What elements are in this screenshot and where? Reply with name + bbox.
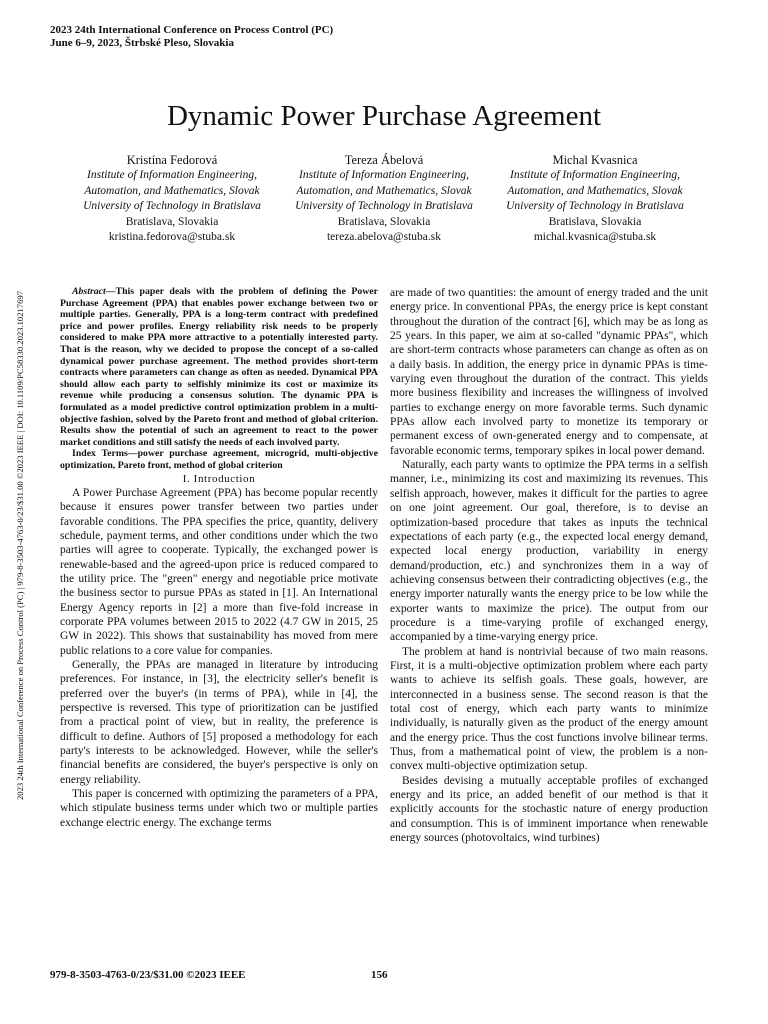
- author-block: [483, 153, 707, 245]
- paragraph: A Power Purchase Agreement (PPA) has become popular recently because it ensures power transfer between two parties under favorable conditions. The PPA specifies the price, quantity, delivery schedule, payment terms, and other conditions under which the two parties will agree to cooperate. Typically, the exchanged power is renewable-based and the agreed-upon price is reduced compared to the utility price. The "green" energy and negotiable price motivate the business sector to pursue PPAs as stated in [1]. An International Energy Agency reports in [2] a more than five-fold increase in corporate PPA volumes between 2015 to 2022 (4.7 GW in 2015, 25 GW in 2022). This shows that sustainability has moved from mere public relations to a core value for companies.: [60, 486, 378, 657]
- author-affiliation: Automation, and Mathematics, Slovak: [296, 184, 472, 197]
- left-column: [60, 286, 378, 830]
- section-heading: I. Introduction: [182, 472, 256, 485]
- abstract-label: Abstract: [72, 286, 106, 297]
- author-affiliation: University of Technology in Bratislava: [506, 200, 684, 213]
- author-affiliation: Institute of Information Engineering,: [510, 169, 680, 182]
- paragraph: Besides devising a mutually acceptable profiles of exchanged energy and its price, an added benefit of our method is that it explicitly accounts for the stochastic nature of energy production and consumption. This is of imminent importance when renewable energy sources (photovoltaics, wind turbines): [390, 774, 708, 845]
- paragraph: Naturally, each party wants to optimize the PPA terms in a selfish manner, i.e., minimizing its cost and maximizing its revenues. This selfish approach, however, makes it difficult for the parties to agree on one joint agreement. Our goal, therefore, is to devise an optimization-based procedure that takes as inputs the technical expectations of each party (e.g., the expected local energy demand, expected local energy production, variability in energy demand/production, etc.) and synchronizes them in a way of achieving consensus between their contradicting objectives (e.g., the energy importer naturally wants the energy price to be low while the exporter wants to maximize the price). The output from our procedure is a time-varying profile of exchanged energy, accompanied by a time-varying energy price.: [390, 459, 708, 644]
- right-column: [390, 286, 708, 845]
- paragraph: are made of two quantities: the amount of energy traded and the unit energy price. In conventional PPAs, the energy price is kept constant throughout the duration of the contract [6], which may be as long as 25 years. In this paper, we aim at so-called "dynamic PPAs", which are short-term contracts whose parameters can change as often as on a daily basis. In addition, the energy price in dynamic PPAs is time-varying even throughout the duration of the contract. This yields more business flexibility and increases the willingness of involved parties to exchange energy on more favorable terms. Such dynamic PPAs allow each involved party to monetize its temporary or permanent excess of own-generated energy and to compensate, at favorable economic terms, temporary spikes in local power demand.: [390, 287, 708, 457]
- author-email: tereza.abelova@stuba.sk: [326, 231, 442, 244]
- author-email: kristina.fedorova@stuba.sk: [108, 231, 236, 244]
- author-name: Michal Kvasnica: [552, 153, 638, 167]
- author-affiliation: Institute of Information Engineering,: [299, 169, 469, 182]
- author-name: Tereza Ábelová: [344, 153, 424, 167]
- doi-sidebar: 2023 24th International Conference on Process Control (PC) | 979-8-3503-4763-0/23/$31.00 ©2023 IEEE | DOI: 10.1109/PC58330.2023.10217697: [15, 291, 25, 800]
- author-affiliation: Institute of Information Engineering,: [87, 169, 257, 182]
- abstract: [60, 286, 378, 448]
- author-block: [60, 153, 284, 245]
- abstract-text: —This paper deals with the problem of defining the Power Purchase Agreement (PPA) that enables power exchange between two or multiple parties. Generally, PPA is a long-term contract with predefined price and power profiles. Energy reliability risk needs to be properly considered to make PPA more attractive to a potentially interested party. That is the reason, why we decided to propose the concept of a so-called dynamical power purchase agreement. The method provides short-term contracts where parameters can change as often as needed. Dynamical PPA should allow each party to selfishly minimize its cost or maximize its revenue while producing a consensus solution. The dynamic PPA is formulated as a model predictive control optimization problem in a multi-objective fashion, solved by the Pareto front and method of global criterion. Results show the potential of such an agreement to react to the power market conditions and still satisfy the needs of each involved party.: [60, 286, 378, 448]
- paragraph: Generally, the PPAs are managed in literature by introducing preferences. For instance, in [3], the electricity seller's benefit is preferred over the buyer's (in terms of PPA), while in [4], the perspective is reversed. This type of prioritization can be justified from a practical point of view, but in reality, the preference is difficult to define. Authors of [5] proposed a methodology for each party's interests to be acknowledged. However, while the seller's financial benefits are considered, the buyer's perspective is only on energy reliability.: [60, 658, 378, 786]
- paper-title: Dynamic Power Purchase Agreement: [166, 100, 602, 132]
- conference-header: [50, 24, 333, 50]
- index-terms-label: Index Terms: [72, 448, 128, 460]
- author-name: Kristína Fedorová: [126, 153, 218, 167]
- index-terms: [60, 448, 378, 471]
- index-terms-text: —power purchase agreement, microgrid, multi-objective optimization, Pareto front, method of global criterion: [60, 448, 378, 471]
- author-block: [272, 153, 496, 245]
- author-city: Bratislava, Slovakia: [548, 215, 642, 228]
- page-number: 156: [371, 969, 388, 981]
- paragraph: This paper is concerned with optimizing the parameters of a PPA, which stipulate business terms under which two or multiple parties exchange electric energy. The exchange terms: [60, 788, 378, 829]
- footer-isbn: 979-8-3503-4763-0/23/$31.00 ©2023 IEEE: [50, 969, 246, 981]
- author-affiliation: University of Technology in Bratislava: [83, 200, 261, 213]
- conference-name: 2023 24th International Conference on Process Control (PC): [50, 24, 334, 36]
- author-city: Bratislava, Slovakia: [125, 215, 219, 228]
- author-email: michal.kvasnica@stuba.sk: [533, 231, 657, 244]
- conference-date-location: June 6–9, 2023, Štrbské Pleso, Slovakia: [50, 37, 234, 49]
- author-affiliation: Automation, and Mathematics, Slovak: [507, 184, 683, 197]
- author-city: Bratislava, Slovakia: [337, 215, 431, 228]
- paragraph: The problem at hand is nontrivial because of two main reasons. First, it is a multi-objective optimization problem where each party wants to achieve its selfish goals. These goals, however, are interconnected in a business sense. The second reason is that the total cost of energy, which each party wants to minimize individually, is naturally given as the product of the energy amount and the energy price. Thus the cost functions involve bilinear terms. Thus, from a mathematical point of view, the problem is a non-convex multi-objective optimization setup.: [390, 645, 708, 773]
- author-affiliation: University of Technology in Bratislava: [295, 200, 473, 213]
- author-affiliation: Automation, and Mathematics, Slovak: [84, 184, 260, 197]
